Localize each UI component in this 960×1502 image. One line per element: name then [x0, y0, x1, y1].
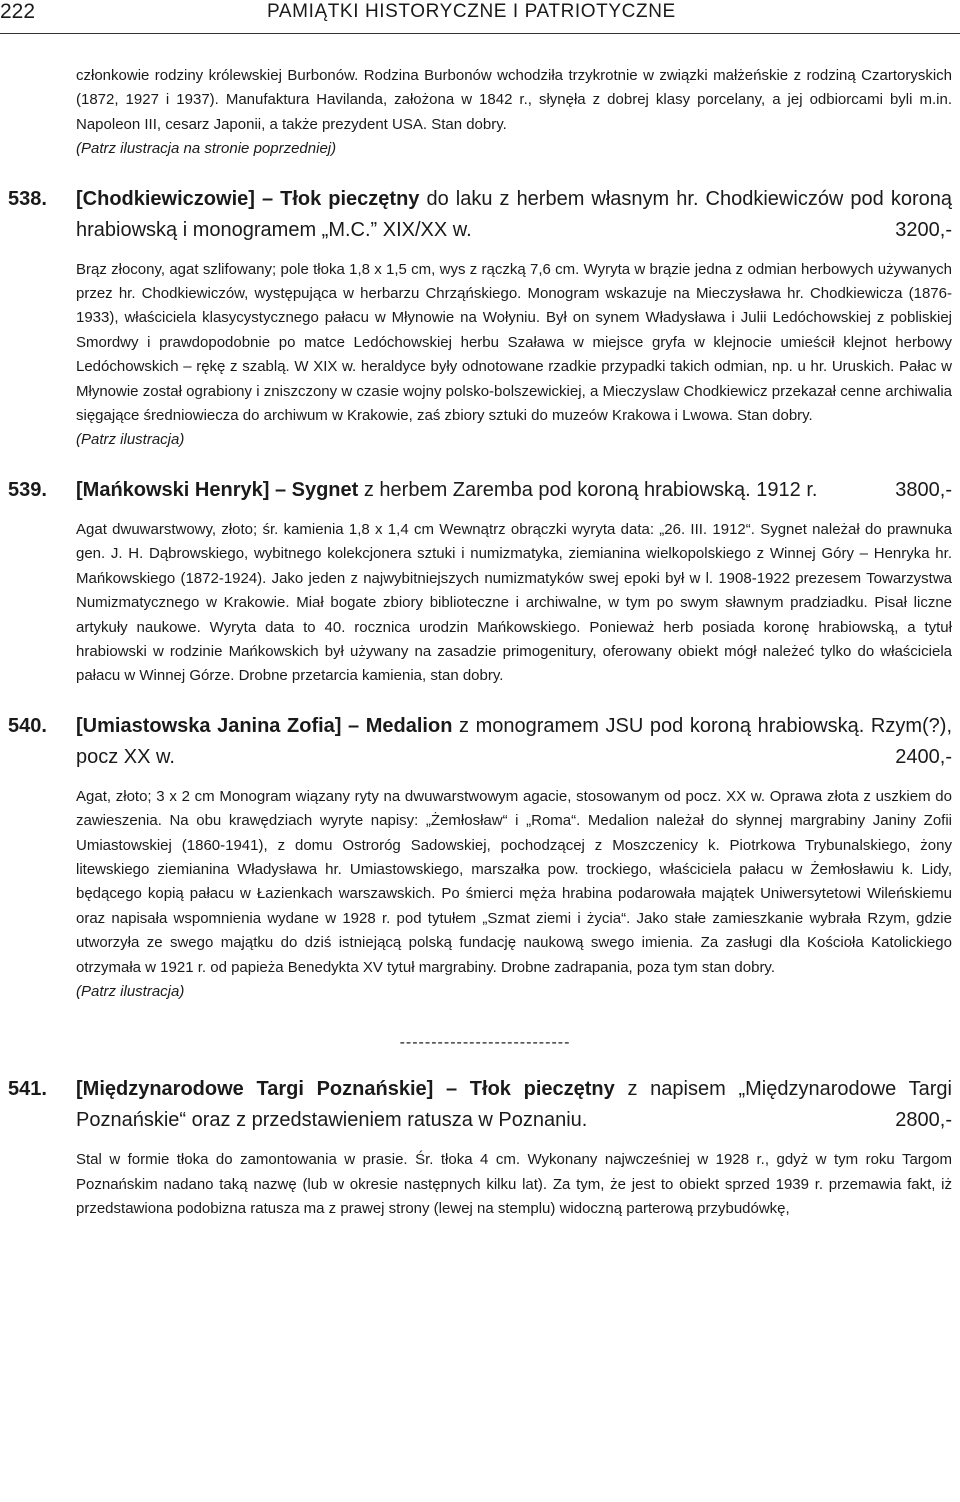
page-header: [0, 0, 960, 34]
entry-price: 3800,-: [895, 478, 952, 501]
entry-price: 2400,-: [895, 745, 952, 768]
entry-heading-rest: do laku z herbem własnym hr. Chodkiewiczów pod koroną hrabiowską i monogramem „M.C.” XIX/XX w.: [76, 187, 952, 241]
entry-heading-rest: z monogramem JSU pod koroną hrabiowską. Rzym(?), pocz XX w.: [76, 714, 953, 768]
intro-paragraph: [76, 64, 952, 162]
catalog-entry: [0, 475, 960, 689]
entry-description: [76, 518, 952, 689]
header-rule: [0, 33, 960, 34]
intro-note: (Patrz ilustracja na stronie poprzedniej): [76, 140, 337, 158]
entry-description-text: Brąz złocony, agat szlifowany; pole tłoka 1,8 x 1,5 cm, wys z rączką 7,6 cm. Wyryta w brązie jedna z odmian herbowych używanych przez hr. Chodkiewiczów, występująca w herbarzu Chrząńskiego. Monogram wskazuje na Mieczysława hr. Chodkiewicza (1876-1933), właściciela klasycystycznego pałacu w Młynowie na Wołyniu. Był on synem Władysława i Julii Ledóchowskiej z pobliskiej Smordwy i prawdopodobnie po matce Ledóchowskiej herbu Szaława w miejsce gryfa w klejnocie umieścił klejnot herbowy Ledóchowskich – rękę z szablą. W XIX w. heraldyce były odnotowane rzadkie przypadki takich odmian, np. u hr. Uruskich. Pałac w Młynowie został ograbiony i zniszczony w czasie wojny polsko-bolszewickiej, a Mieczyslaw Chodkiewicz przekazał cenne archiwalia sięgające średniowiecza do archiwum w Krakowie, zaś zbiory sztuki do muzeów Krakowa i Lwowa. Stan dobry.: [76, 260, 952, 425]
intro-text: członkowie rodziny królewskiej Burbonów. Rodzina Burbonów wchodziła trzykrotnie w związki małżeńskie z rodziną Czartoryskich (1872, 1927 i 1937). Manufaktura Havilanda, założona w 1842 r., słynęła z dobrej klasy porcelany, a jej odbiorcami byli m.in. Napoleon III, cesarz Japonii, a także prezydent USA. Stan dobry.: [76, 67, 952, 133]
entry-heading: [76, 184, 952, 246]
entry-note: (Patrz ilustracja): [76, 431, 185, 449]
entry-number: 541.: [8, 1078, 47, 1101]
entry-description: [76, 1148, 952, 1221]
entry-heading-bold: [Międzynarodowe Targi Poznańskie] – Tłok pieczętny: [76, 1078, 615, 1101]
entry-number: 539.: [8, 478, 47, 501]
page-content: [0, 64, 960, 1222]
catalog-entry: [0, 184, 960, 453]
entry-price: 3200,-: [895, 218, 952, 241]
entry-heading: [76, 475, 952, 506]
catalog-entry: [0, 1074, 960, 1221]
entry-price: 2800,-: [895, 1109, 952, 1132]
entry-heading: [76, 1074, 952, 1136]
entry-heading-rest: z herbem Zaremba pod koroną hrabiowską. 1912 r.: [358, 478, 818, 501]
entry-heading-bold: [Mańkowski Henryk] – Sygnet: [76, 478, 359, 501]
section-separator: ---------------------------: [399, 1034, 571, 1052]
entry-description-text: Agat dwuwarstwowy, złoto; śr. kamienia 1,8 x 1,4 cm Wewnątrz obrączki wyryta data: „26. III. 1912“. Sygnet należał do prawnuka gen. J. H. Dąbrowskiego, wybitnego kolekcjonera sztuki i numizmatyka, ziemianina wielkopolskiego z Winnej Góry – Henryka hr. Mańkowskiego (1872-1924). Jako jeden z najwybitniejszych numizmatyków swej epoki był w l. 1908-1922 prezesem Towarzystwa Numizmatycznego w Krakowie. Miał bogate zbiory biblioteczne i archiwalne, w tym po swym sławnym pradziadku. Pisał liczne artykuły naukowe. Wyryta data to 40. rocznica urodzin Mańkowskiego. Ponieważ herb posiada koronę hrabiowską, a tytuł hrabiowski w rodzinie Mańkowskich był używany na zasadzie primogenitury, oferowany obiekt mógł należeć tylko do właściciela pałacu w Winnej Górze. Drobne przetarcia kamienia, stan dobry.: [76, 520, 952, 685]
entry-number: 538.: [8, 187, 47, 210]
entry-description-text: Agat, złoto; 3 x 2 cm Monogram wiązany ryty na dwuwarstwowym agacie, stosowanym od pocz. XX w. Oprawa złota z uszkiem do zawieszenia. Na obu krawędziach wyryte napisy: „Żemłosław“ i „Roma“. Medalion należał do słynnej margrabiny Janiny Zofii Umiastowskiej (1860-1941), z domu Ostroróg Sadowskiej, pochodzącej z Moszczenicy k. Piotrkowa Trybunalskiego, żony litewskiego ziemianina Władysława hr. Umiastowskiego, marszałka pow. trockiego, właściciela pałacu w Żemłosławiu k. Lidy, będącego kopią pałacu w Łazienkach warszawskich. Po śmierci męża hrabina podarowała majątek Uniwersytetowi Wileńskiemu oraz napisała wspomnienia wydane w 1928 r. pod tytułem „Szmat ziemi i życia“. Jako stałe zamieszkanie wybrała Rzym, gdzie utworzyła ze swego majątku do dziś istniejącą polską fundację naukową swego imienia. Za zasługi dla Kościoła Katolickiego otrzymała w 1921 r. od papieża Benedykta XV tytuł margrabiny. Drobne zadrapania, poza tym stan dobry.: [76, 787, 952, 976]
page-number: 222: [0, 0, 36, 23]
entry-description: [76, 785, 952, 1005]
entry-heading-bold: [Umiastowska Janina Zofia] – Medalion: [76, 714, 453, 737]
entry-heading-rest: z napisem „Międzynarodowe Targi Poznańskie“ oraz z przedstawieniem ratusza w Poznaniu.: [76, 1078, 952, 1132]
running-title: PAMIĄTKI HISTORYCZNE I PATRIOTYCZNE: [267, 1, 676, 22]
catalog-entry: [0, 711, 960, 1005]
entry-description: [76, 258, 952, 453]
entry-number: 540.: [8, 714, 47, 737]
entry-note: (Patrz ilustracja): [76, 982, 185, 1000]
entry-heading-bold: [Chodkiewiczowie] – Tłok pieczętny: [76, 187, 420, 210]
entry-heading: [76, 711, 952, 773]
entry-description-text: Stal w formie tłoka do zamontowania w prasie. Śr. tłoka 4 cm. Wykonany najwcześniej w 1928 r., gdyż w tym roku Targom Poznańskim nadano taką nazwę (lub w okresie następnych kilku lat). Za tym, że jest to obiekt sprzed 1939 r. przemawia fakt, iż przedstawiona podobizna ratusza ma z prawej strony (lewej na stemplu) widoczną parterową przybudówkę,: [76, 1151, 952, 1218]
